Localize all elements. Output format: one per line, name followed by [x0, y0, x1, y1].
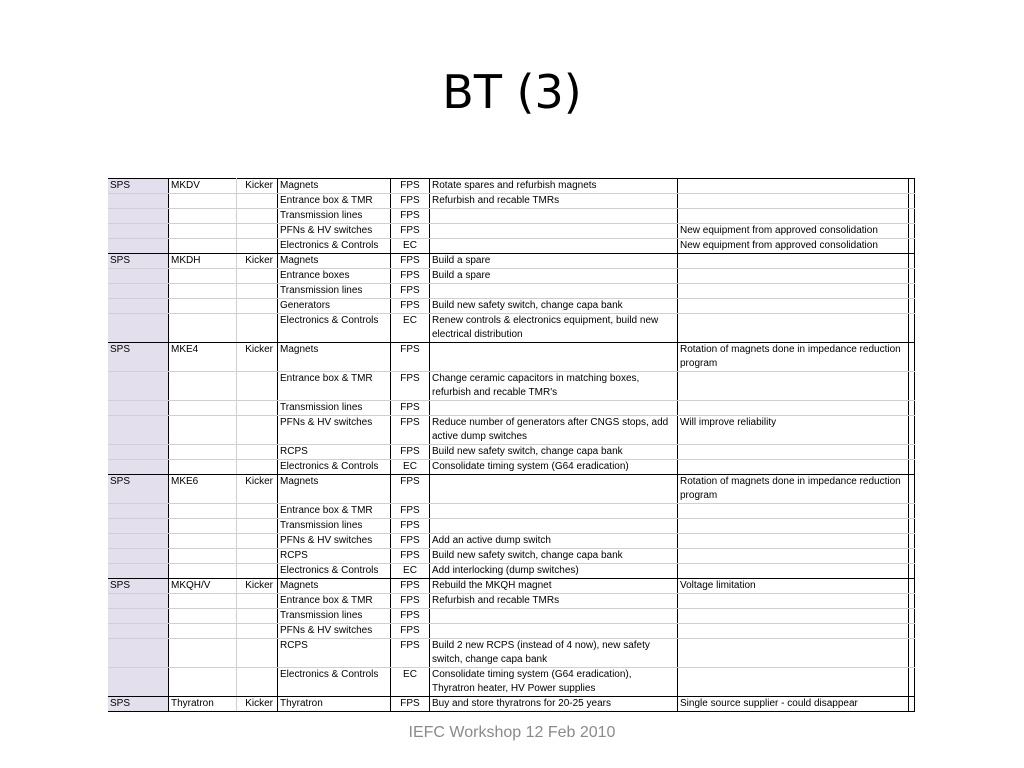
system-cell — [169, 372, 237, 401]
category-cell: FPS — [391, 224, 430, 239]
spacer-cell — [909, 179, 915, 194]
system-cell — [169, 269, 237, 284]
comment-cell — [678, 564, 909, 579]
category-cell: FPS — [391, 343, 430, 372]
item-cell: Transmission lines — [278, 284, 391, 299]
spacer-cell — [909, 579, 915, 594]
type-cell — [237, 284, 278, 299]
type-cell — [237, 460, 278, 475]
comment-cell: New equipment from approved consolidation — [678, 239, 909, 254]
type-cell — [237, 564, 278, 579]
machine-cell — [108, 269, 169, 284]
spacer-cell — [909, 624, 915, 639]
comment-cell — [678, 445, 909, 460]
comment-cell — [678, 639, 909, 668]
action-cell — [430, 519, 678, 534]
item-cell: Transmission lines — [278, 209, 391, 224]
category-cell: FPS — [391, 416, 430, 445]
item-cell: Electronics & Controls — [278, 239, 391, 254]
system-cell — [169, 594, 237, 609]
spacer-cell — [909, 416, 915, 445]
item-cell: RCPS — [278, 445, 391, 460]
action-cell: Build a spare — [430, 254, 678, 269]
system-cell — [169, 284, 237, 299]
item-cell: Electronics & Controls — [278, 314, 391, 343]
table-row — [108, 401, 915, 416]
item-cell: PFNs & HV switches — [278, 224, 391, 239]
comment-cell — [678, 314, 909, 343]
spacer-cell — [909, 519, 915, 534]
category-cell: EC — [391, 239, 430, 254]
consolidation-table-container — [108, 178, 915, 712]
system-cell — [169, 534, 237, 549]
machine-cell — [108, 549, 169, 564]
machine-cell — [108, 609, 169, 624]
table-row — [108, 668, 915, 697]
category-cell: FPS — [391, 209, 430, 224]
item-cell: Thyratron — [278, 697, 391, 712]
table-body — [108, 179, 915, 712]
type-cell: Kicker — [237, 179, 278, 194]
action-cell — [430, 343, 678, 372]
comment-cell — [678, 609, 909, 624]
type-cell — [237, 639, 278, 668]
comment-cell: Rotation of magnets done in impedance reduction program — [678, 343, 909, 372]
machine-cell — [108, 564, 169, 579]
action-cell — [430, 475, 678, 504]
type-cell: Kicker — [237, 254, 278, 269]
table-row — [108, 314, 915, 343]
action-cell: Refurbish and recable TMRs — [430, 594, 678, 609]
item-cell: Magnets — [278, 579, 391, 594]
machine-cell: SPS — [108, 475, 169, 504]
comment-cell — [678, 254, 909, 269]
spacer-cell — [909, 639, 915, 668]
type-cell: Kicker — [237, 697, 278, 712]
machine-cell — [108, 639, 169, 668]
slide-footer: IEFC Workshop 12 Feb 2010 — [408, 724, 616, 741]
item-cell: PFNs & HV switches — [278, 534, 391, 549]
spacer-cell — [909, 460, 915, 475]
category-cell: EC — [391, 314, 430, 343]
comment-cell — [678, 460, 909, 475]
comment-cell — [678, 372, 909, 401]
spacer-cell — [909, 475, 915, 504]
machine-cell: SPS — [108, 179, 169, 194]
category-cell: EC — [391, 564, 430, 579]
machine-cell — [108, 534, 169, 549]
category-cell: FPS — [391, 639, 430, 668]
system-cell: MKQH/V — [169, 579, 237, 594]
machine-cell — [108, 224, 169, 239]
action-cell: Build new safety switch, change capa bank — [430, 299, 678, 314]
spacer-cell — [909, 372, 915, 401]
item-cell: Electronics & Controls — [278, 460, 391, 475]
action-cell — [430, 401, 678, 416]
spacer-cell — [909, 343, 915, 372]
system-cell — [169, 299, 237, 314]
machine-cell — [108, 314, 169, 343]
table-row — [108, 343, 915, 372]
spacer-cell — [909, 269, 915, 284]
spacer-cell — [909, 299, 915, 314]
table-row — [108, 194, 915, 209]
table-row — [108, 179, 915, 194]
table-row — [108, 224, 915, 239]
action-cell — [430, 284, 678, 299]
comment-cell — [678, 401, 909, 416]
comment-cell — [678, 269, 909, 284]
table-row — [108, 639, 915, 668]
spacer-cell — [909, 549, 915, 564]
action-cell — [430, 504, 678, 519]
spacer-cell — [909, 504, 915, 519]
table-row — [108, 697, 915, 712]
table-row — [108, 624, 915, 639]
spacer-cell — [909, 314, 915, 343]
system-cell — [169, 504, 237, 519]
system-cell — [169, 460, 237, 475]
comment-cell: Single source supplier - could disappear — [678, 697, 909, 712]
type-cell — [237, 401, 278, 416]
category-cell: FPS — [391, 519, 430, 534]
action-cell: Build a spare — [430, 269, 678, 284]
slide-title: BT (3) — [442, 65, 582, 119]
machine-cell — [108, 504, 169, 519]
item-cell: RCPS — [278, 549, 391, 564]
comment-cell: New equipment from approved consolidation — [678, 224, 909, 239]
table-row — [108, 460, 915, 475]
item-cell: Entrance box & TMR — [278, 504, 391, 519]
item-cell: RCPS — [278, 639, 391, 668]
item-cell: Transmission lines — [278, 609, 391, 624]
type-cell — [237, 534, 278, 549]
category-cell: EC — [391, 460, 430, 475]
action-cell: Add an active dump switch — [430, 534, 678, 549]
comment-cell — [678, 299, 909, 314]
type-cell: Kicker — [237, 579, 278, 594]
type-cell — [237, 314, 278, 343]
machine-cell: SPS — [108, 254, 169, 269]
spacer-cell — [909, 401, 915, 416]
action-cell — [430, 224, 678, 239]
comment-cell: Voltage limitation — [678, 579, 909, 594]
comment-cell: Will improve reliability — [678, 416, 909, 445]
table-row — [108, 549, 915, 564]
table-row — [108, 209, 915, 224]
action-cell — [430, 209, 678, 224]
comment-cell — [678, 624, 909, 639]
system-cell — [169, 564, 237, 579]
category-cell: FPS — [391, 697, 430, 712]
category-cell: FPS — [391, 179, 430, 194]
item-cell: Transmission lines — [278, 401, 391, 416]
machine-cell: SPS — [108, 697, 169, 712]
type-cell — [237, 668, 278, 697]
spacer-cell — [909, 534, 915, 549]
type-cell — [237, 504, 278, 519]
category-cell: FPS — [391, 401, 430, 416]
machine-cell — [108, 284, 169, 299]
action-cell: Build new safety switch, change capa bank — [430, 549, 678, 564]
system-cell — [169, 239, 237, 254]
category-cell: EC — [391, 668, 430, 697]
comment-cell — [678, 179, 909, 194]
type-cell — [237, 609, 278, 624]
system-cell — [169, 609, 237, 624]
category-cell: FPS — [391, 284, 430, 299]
machine-cell: SPS — [108, 579, 169, 594]
type-cell — [237, 445, 278, 460]
machine-cell — [108, 519, 169, 534]
table-row — [108, 579, 915, 594]
action-cell: Reduce number of generators after CNGS stops, add active dump switches — [430, 416, 678, 445]
action-cell: Refurbish and recable TMRs — [430, 194, 678, 209]
type-cell — [237, 372, 278, 401]
item-cell: Entrance box & TMR — [278, 594, 391, 609]
comment-cell: Rotation of magnets done in impedance reduction program — [678, 475, 909, 504]
machine-cell — [108, 209, 169, 224]
type-cell — [237, 239, 278, 254]
spacer-cell — [909, 445, 915, 460]
action-cell: Consolidate timing system (G64 eradication), Thyratron heater, HV Power supplies — [430, 668, 678, 697]
type-cell: Kicker — [237, 343, 278, 372]
type-cell — [237, 194, 278, 209]
action-cell — [430, 609, 678, 624]
type-cell — [237, 519, 278, 534]
type-cell: Kicker — [237, 475, 278, 504]
consolidation-table — [108, 178, 915, 712]
type-cell — [237, 624, 278, 639]
machine-cell — [108, 299, 169, 314]
item-cell: Magnets — [278, 179, 391, 194]
system-cell — [169, 668, 237, 697]
category-cell: FPS — [391, 299, 430, 314]
machine-cell — [108, 239, 169, 254]
action-cell: Build 2 new RCPS (instead of 4 now), new safety switch, change capa bank — [430, 639, 678, 668]
category-cell: FPS — [391, 549, 430, 564]
action-cell — [430, 624, 678, 639]
spacer-cell — [909, 668, 915, 697]
category-cell: FPS — [391, 269, 430, 284]
table-row — [108, 299, 915, 314]
category-cell: FPS — [391, 194, 430, 209]
comment-cell — [678, 209, 909, 224]
comment-cell — [678, 668, 909, 697]
comment-cell — [678, 534, 909, 549]
system-cell: Thyratron — [169, 697, 237, 712]
spacer-cell — [909, 209, 915, 224]
comment-cell — [678, 194, 909, 209]
system-cell — [169, 416, 237, 445]
category-cell: FPS — [391, 534, 430, 549]
system-cell — [169, 549, 237, 564]
item-cell: Electronics & Controls — [278, 564, 391, 579]
system-cell — [169, 639, 237, 668]
system-cell: MKE6 — [169, 475, 237, 504]
action-cell: Build new safety switch, change capa bank — [430, 445, 678, 460]
type-cell — [237, 416, 278, 445]
table-row — [108, 564, 915, 579]
table-row — [108, 475, 915, 504]
comment-cell — [678, 284, 909, 299]
category-cell: FPS — [391, 475, 430, 504]
category-cell: FPS — [391, 609, 430, 624]
item-cell: Transmission lines — [278, 519, 391, 534]
table-row — [108, 254, 915, 269]
comment-cell — [678, 519, 909, 534]
system-cell: MKE4 — [169, 343, 237, 372]
system-cell — [169, 314, 237, 343]
table-row — [108, 372, 915, 401]
comment-cell — [678, 549, 909, 564]
machine-cell — [108, 445, 169, 460]
system-cell — [169, 445, 237, 460]
spacer-cell — [909, 564, 915, 579]
category-cell: FPS — [391, 624, 430, 639]
table-row — [108, 445, 915, 460]
system-cell — [169, 624, 237, 639]
table-row — [108, 416, 915, 445]
item-cell: Magnets — [278, 475, 391, 504]
machine-cell — [108, 624, 169, 639]
machine-cell: SPS — [108, 343, 169, 372]
category-cell: FPS — [391, 504, 430, 519]
spacer-cell — [909, 697, 915, 712]
item-cell: Entrance box & TMR — [278, 194, 391, 209]
table-row — [108, 504, 915, 519]
system-cell — [169, 209, 237, 224]
spacer-cell — [909, 254, 915, 269]
system-cell — [169, 224, 237, 239]
category-cell: FPS — [391, 372, 430, 401]
comment-cell — [678, 594, 909, 609]
action-cell: Add interlocking (dump switches) — [430, 564, 678, 579]
item-cell: PFNs & HV switches — [278, 624, 391, 639]
system-cell: MKDV — [169, 179, 237, 194]
action-cell: Change ceramic capacitors in matching boxes, refurbish and recable TMR's — [430, 372, 678, 401]
system-cell — [169, 401, 237, 416]
system-cell: MKDH — [169, 254, 237, 269]
table-row — [108, 284, 915, 299]
action-cell: Consolidate timing system (G64 eradication) — [430, 460, 678, 475]
type-cell — [237, 269, 278, 284]
machine-cell — [108, 594, 169, 609]
action-cell: Buy and store thyratrons for 20-25 years — [430, 697, 678, 712]
category-cell: FPS — [391, 445, 430, 460]
machine-cell — [108, 460, 169, 475]
item-cell: Magnets — [278, 343, 391, 372]
spacer-cell — [909, 194, 915, 209]
item-cell: Generators — [278, 299, 391, 314]
category-cell: FPS — [391, 594, 430, 609]
spacer-cell — [909, 594, 915, 609]
table-row — [108, 519, 915, 534]
type-cell — [237, 224, 278, 239]
machine-cell — [108, 668, 169, 697]
action-cell — [430, 239, 678, 254]
table-row — [108, 594, 915, 609]
spacer-cell — [909, 609, 915, 624]
item-cell: Entrance box & TMR — [278, 372, 391, 401]
machine-cell — [108, 194, 169, 209]
item-cell: Entrance boxes — [278, 269, 391, 284]
item-cell: PFNs & HV switches — [278, 416, 391, 445]
type-cell — [237, 594, 278, 609]
spacer-cell — [909, 239, 915, 254]
table-row — [108, 239, 915, 254]
system-cell — [169, 519, 237, 534]
table-row — [108, 609, 915, 624]
action-cell: Rotate spares and refurbish magnets — [430, 179, 678, 194]
item-cell: Electronics & Controls — [278, 668, 391, 697]
spacer-cell — [909, 284, 915, 299]
type-cell — [237, 549, 278, 564]
type-cell — [237, 299, 278, 314]
machine-cell — [108, 372, 169, 401]
category-cell: FPS — [391, 254, 430, 269]
table-row — [108, 534, 915, 549]
machine-cell — [108, 401, 169, 416]
machine-cell — [108, 416, 169, 445]
action-cell: Rebuild the MKQH magnet — [430, 579, 678, 594]
item-cell: Magnets — [278, 254, 391, 269]
system-cell — [169, 194, 237, 209]
table-row — [108, 269, 915, 284]
action-cell: Renew controls & electronics equipment, build new electrical distribution — [430, 314, 678, 343]
category-cell: FPS — [391, 579, 430, 594]
type-cell — [237, 209, 278, 224]
comment-cell — [678, 504, 909, 519]
spacer-cell — [909, 224, 915, 239]
